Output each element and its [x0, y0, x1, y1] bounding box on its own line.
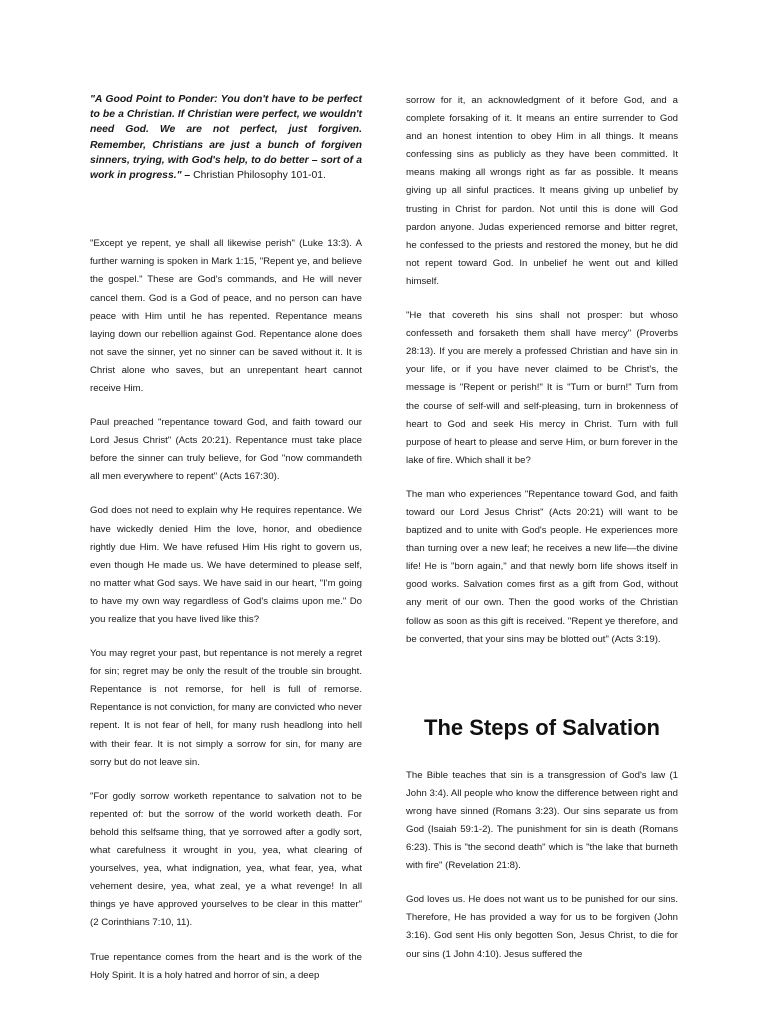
paragraph-paul: Paul preached "repentance toward God, and faith toward our Lord Jesus Christ" (Acts 20:21). Repentance must take place before the sinner can truly believe, for God "now commandeth all men everywhere to repent" (Acts 167:30). — [90, 417, 362, 483]
quote-text: "A Good Point to Ponder: You don't have to be perfect to be a Christian. If Christian were perfect, we wouldn't need God. We are not perfect, just forgiven. Remember, Christians are just a bunch of forgiven sinners, trying, with God's help, to do better – sort of a work in progress." – — [90, 94, 362, 182]
paragraph-sorrow: sorrow for it, an acknowledgment of it before God, and a complete forsaking of it. It means an entire surrender to God and an honest intention to obey Him in all things. It means confessing sins as publicly as they have been committed. It means making all wrongs right as far as possible. It means giving up all sinful practices. It means giving up unbelief by trusting in Christ for pardon. Not until this is done will God pardon anyone. Judas experienced remorse and bitter regret, he confessed to the priests and restored the money, but he did not repent toward God. In unbelief he went out and killed himself. — [406, 95, 678, 287]
paragraph-godly-sorrow: "For godly sorrow worketh repentance to salvation not to be repented of: but the sorrow of the world worketh death. For behold this selfsame thing, that ye sorrowed after a godly sort, what carefulness it wrought in you, yea, what clearing of yourselves, yea, what indignation, yea, what fear, yea, what vehement desire, yea, what zeal, ye a what revenge! In all things ye have approved yourselves to be clear in this matter" (2 Corinthians 7:10, 11). — [90, 790, 362, 929]
paragraph-luke: "Except ye repent, ye shall all likewise perish" (Luke 13:3). A further warning is spoken in Mark 1:15, "Repent ye, and believe the gospel." These are God's commands, and He will never cancel them. God is a God of peace, and no person can have peace with Him until he has repented. Repentance means laying down our rebellion against God. Repentance alone does not save the sinner, yet no sinner can be saved without it. It is Christ alone who saves, but an unrepentant heart cannot receive Him. — [90, 238, 362, 394]
paragraph-bible-teaches: The Bible teaches that sin is a transgression of God's law (1 John 3:4). All people who know the difference between right and wrong have sinned (Romans 3:23). Our sins separate us from God (Isaiah 59:1-2). The punishment for sin is death (Romans 6:23). This is "the second death" which is "the lake that burneth with fire" (Revelation 21:8). — [406, 769, 678, 872]
paragraph-proverbs: "He that covereth his sins shall not prosper: but whoso confesseth and forsaketh them shall have mercy" (Proverbs 28:13). If you are merely a professed Christian and have sin in your life, or if you have never claimed to be Christ's, the message is "Repent or perish!" It is "Turn or burn!" Turn from the course of self-will and self-pleasing, turn in brokenness of heart to God and seek His mercy in Christ. Turn with full purpose of heart to please and serve Him, or burn forever in the lake of fire. Which shall it be? — [406, 310, 678, 466]
paragraph-baptized: The man who experiences "Repentance toward God, and faith toward our Lord Jesus Christ" (Acts 20:21) will want to be baptized and to unite with God's people. He experiences more than turning over a new leaf; he receives a new life—the divine life! He is "born again," and that newly born life shows itself in good works. Salvation comes first as a gift from God, without any merit of our own. Then the good works of the Christian follow as soon as this gift is received. "Repent ye therefore, and be converted, that your sins may be blotted out" (Acts 3:19). — [406, 488, 678, 645]
right-column — [406, 92, 678, 980]
left-column — [90, 92, 362, 1001]
paragraph-god-loves: God loves us. He does not want us to be punished for our sins. Therefore, He has provided a way for us to be forgiven (John 3:16). God sent His only begotten Son, Jesus Christ, to die for our sins (1 John 4:10). Jesus suffered the — [406, 894, 678, 960]
section-title: The Steps of Salvation — [424, 714, 660, 740]
paragraph-explain: God does not need to explain why He requires repentance. We have wickedly denied Him the love, honor, and obedience rightly due Him. We have refused Him His right to govern us, even though He made us. We have determined to please self, no matter what God says. We have said in our heart, "I'm going to have my own way regardless of God's claims upon me." Do you realize that you have lived like this? — [90, 505, 362, 625]
quote-attribution: Christian Philosophy 101-01. — [190, 170, 326, 182]
paragraph-true-repentance: True repentance comes from the heart and is the work of the Holy Spirit. It is a holy hatred and horror of sin, a deep — [90, 951, 362, 981]
ponder-quote — [90, 92, 362, 183]
paragraph-regret: You may regret your past, but repentance is not merely a regret for sin; regret may be only the result of the trouble sin brought. Repentance is not remorse, for hell is full of remorse. Repentance is not conviction, for many are convicted who never repent. It is not fear of hell, for many rush headlong into hell with their fear. It is not simply a sorrow for sin, for many are sorry but do not leave sin. — [90, 648, 362, 768]
